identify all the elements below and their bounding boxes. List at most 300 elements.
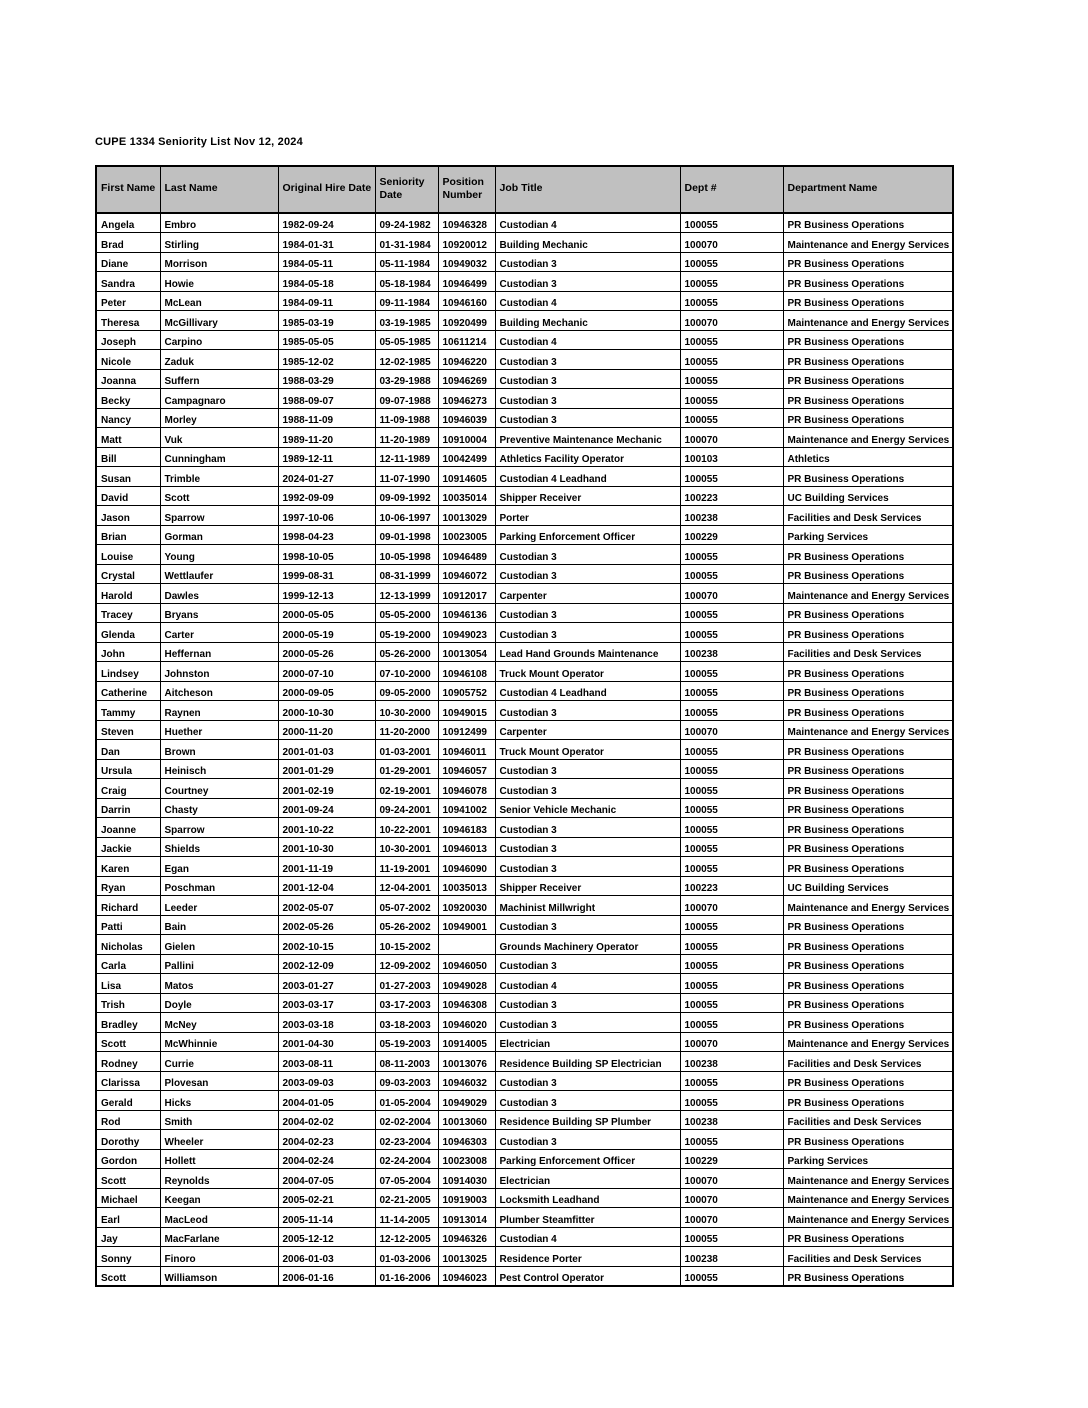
table-cell: PR Business Operations [783,974,953,994]
table-cell: Nicholas [96,935,160,955]
table-cell: 2000-05-19 [278,623,375,643]
table-cell: Carter [160,623,278,643]
table-cell: 10910004 [438,428,495,448]
table-cell: 2001-01-29 [278,759,375,779]
table-cell: Joanna [96,369,160,389]
table-cell: Custodian 4 [495,213,680,233]
table-cell: Custodian 3 [495,272,680,292]
table-cell: Custodian 3 [495,857,680,877]
table-row [96,1110,953,1130]
table-cell: 10912017 [438,584,495,604]
table-cell: PR Business Operations [783,369,953,389]
table-cell: 100223 [680,486,783,506]
table-cell: 2003-01-27 [278,974,375,994]
table-cell: UC Building Services [783,486,953,506]
table-cell: Bradley [96,1013,160,1033]
table-cell: PR Business Operations [783,662,953,682]
table-cell: 10946032 [438,1071,495,1091]
table-cell: 10946090 [438,857,495,877]
table-cell: 100055 [680,681,783,701]
table-cell: PR Business Operations [783,213,953,233]
table-cell: Courtney [160,779,278,799]
table-cell: 100055 [680,1130,783,1150]
table-row [96,389,953,409]
table-cell: PR Business Operations [783,1130,953,1150]
table-cell: PR Business Operations [783,1013,953,1033]
table-cell: McWhinnie [160,1032,278,1052]
table-cell: 12-04-2001 [375,876,438,896]
table-cell: 10920012 [438,233,495,253]
table-cell: 12-13-1999 [375,584,438,604]
column-header: Dept # [680,166,783,213]
table-cell: 2003-03-18 [278,1013,375,1033]
table-cell: Jason [96,506,160,526]
table-cell: 2002-10-15 [278,935,375,955]
column-header: Original Hire Date [278,166,375,213]
table-cell: John [96,642,160,662]
table-cell: 10914005 [438,1032,495,1052]
table-cell: 09-09-1992 [375,486,438,506]
table-cell: Maintenance and Energy Services [783,428,953,448]
table-cell: Custodian 3 [495,954,680,974]
table-cell: 09-07-1988 [375,389,438,409]
table-cell: Poschman [160,876,278,896]
table-cell: Custodian 4 [495,330,680,350]
table-cell: 100238 [680,1052,783,1072]
table-cell: Catherine [96,681,160,701]
table-cell: Leeder [160,896,278,916]
table-cell: 100055 [680,818,783,838]
table-cell: PR Business Operations [783,408,953,428]
table-cell: 2005-11-14 [278,1208,375,1228]
table-cell: 2000-09-05 [278,681,375,701]
table-cell: 05-19-2000 [375,623,438,643]
table-cell: 09-03-2003 [375,1071,438,1091]
table-cell: Crystal [96,564,160,584]
table-row [96,818,953,838]
table-cell: PR Business Operations [783,330,953,350]
table-cell: Maintenance and Energy Services [783,1208,953,1228]
table-cell: Maintenance and Energy Services [783,720,953,740]
table-cell: Suffern [160,369,278,389]
table-cell: 1984-05-18 [278,272,375,292]
table-cell: PR Business Operations [783,954,953,974]
table-row [96,1188,953,1208]
table-cell: 10949015 [438,701,495,721]
table-cell: Diane [96,252,160,272]
table-cell: 1989-11-20 [278,428,375,448]
table-cell: 1992-09-09 [278,486,375,506]
table-cell: Athletics [783,447,953,467]
table-cell: Plovesan [160,1071,278,1091]
table-cell: 100055 [680,545,783,565]
table-cell: PR Business Operations [783,545,953,565]
table-cell: Rodney [96,1052,160,1072]
table-cell: Truck Mount Operator [495,740,680,760]
table-cell: Maintenance and Energy Services [783,1188,953,1208]
table-cell: 100055 [680,935,783,955]
table-cell: Raynen [160,701,278,721]
table-cell: Brown [160,740,278,760]
table-cell: Residence Building SP Electrician [495,1052,680,1072]
table-cell: Heinisch [160,759,278,779]
table-cell: 10949028 [438,974,495,994]
table-cell: PR Business Operations [783,935,953,955]
table-cell: 2004-01-05 [278,1091,375,1111]
table-row [96,1052,953,1072]
table-cell: 07-05-2004 [375,1169,438,1189]
table-cell: Maintenance and Energy Services [783,896,953,916]
table-cell: 09-24-1982 [375,213,438,233]
column-header: Position Number [438,166,495,213]
table-cell: 2004-02-24 [278,1149,375,1169]
table-cell: 2000-10-30 [278,701,375,721]
table-cell: 10946220 [438,350,495,370]
table-cell: Jackie [96,837,160,857]
table-cell: 02-24-2004 [375,1149,438,1169]
table-cell: Locksmith Leadhand [495,1188,680,1208]
table-row [96,1032,953,1052]
table-cell: Sonny [96,1247,160,1267]
table-cell: Senior Vehicle Mechanic [495,798,680,818]
table-cell: Custodian 3 [495,915,680,935]
table-cell: 1988-03-29 [278,369,375,389]
table-cell: 100055 [680,798,783,818]
table-row [96,272,953,292]
table-cell: Pallini [160,954,278,974]
table-cell: 10946183 [438,818,495,838]
table-cell: Theresa [96,311,160,331]
table-cell: Louise [96,545,160,565]
table-row [96,1071,953,1091]
table-cell: 10949029 [438,1091,495,1111]
table-cell: Reynolds [160,1169,278,1189]
table-cell: 100238 [680,642,783,662]
table-row [96,915,953,935]
table-cell: Custodian 4 [495,291,680,311]
table-cell: Vuk [160,428,278,448]
table-cell: 2000-11-20 [278,720,375,740]
table-cell: Johnston [160,662,278,682]
table-cell: Morley [160,408,278,428]
table-cell: 1998-10-05 [278,545,375,565]
table-cell: Lisa [96,974,160,994]
table-row [96,486,953,506]
table-row [96,213,953,233]
table-cell: 1982-09-24 [278,213,375,233]
table-cell: MacFarlane [160,1227,278,1247]
table-row [96,603,953,623]
table-cell: Residence Porter [495,1247,680,1267]
table-cell: Custodian 4 [495,1227,680,1247]
table-cell: Joseph [96,330,160,350]
table-cell: 1988-11-09 [278,408,375,428]
table-cell: Custodian 4 Leadhand [495,681,680,701]
table-cell: Trimble [160,467,278,487]
table-cell: Young [160,545,278,565]
table-cell: McNey [160,1013,278,1033]
table-cell: 1997-10-06 [278,506,375,526]
table-cell: PR Business Operations [783,467,953,487]
table-cell: 1989-12-11 [278,447,375,467]
seniority-table [95,165,954,1287]
table-cell: Wheeler [160,1130,278,1150]
table-row [96,662,953,682]
table-cell: Egan [160,857,278,877]
table-cell: Sparrow [160,818,278,838]
table-cell: Electrician [495,1169,680,1189]
table-cell: Residence Building SP Plumber [495,1110,680,1130]
table-row [96,447,953,467]
table-cell: Smith [160,1110,278,1130]
table-cell: Scott [160,486,278,506]
table-row [96,1169,953,1189]
table-cell: 10946328 [438,213,495,233]
table-cell: 100055 [680,779,783,799]
table-cell: Darrin [96,798,160,818]
table-cell: 100055 [680,330,783,350]
table-cell: 05-18-1984 [375,272,438,292]
table-cell: 2001-01-03 [278,740,375,760]
table-cell: Sparrow [160,506,278,526]
table-cell: Chasty [160,798,278,818]
table-cell: 2006-01-16 [278,1266,375,1286]
table-cell: 10914605 [438,467,495,487]
table-cell: Patti [96,915,160,935]
table-cell: Custodian 3 [495,603,680,623]
table-cell: 10946136 [438,603,495,623]
table-cell: Joanne [96,818,160,838]
table-cell: 10611214 [438,330,495,350]
table-row [96,1013,953,1033]
table-header-row [96,166,953,213]
table-cell: Building Mechanic [495,233,680,253]
table-cell: 10941002 [438,798,495,818]
table-cell: 03-29-1988 [375,369,438,389]
table-cell: 2002-05-26 [278,915,375,935]
table-cell: 2000-05-26 [278,642,375,662]
table-row [96,311,953,331]
table-cell: 10946023 [438,1266,495,1286]
table-cell: 03-18-2003 [375,1013,438,1033]
table-cell: Angela [96,213,160,233]
table-cell: Matt [96,428,160,448]
table-cell: PR Business Operations [783,1071,953,1091]
table-cell: Jay [96,1227,160,1247]
table-cell: 10-30-2001 [375,837,438,857]
table-cell: PR Business Operations [783,740,953,760]
table-cell: PR Business Operations [783,603,953,623]
table-cell: Grounds Machinery Operator [495,935,680,955]
table-row [96,350,953,370]
table-cell: Carpenter [495,584,680,604]
table-cell: Peter [96,291,160,311]
table-cell: 100070 [680,233,783,253]
table-cell: Heffernan [160,642,278,662]
table-cell: Machinist Millwright [495,896,680,916]
table-cell: PR Business Operations [783,681,953,701]
table-cell: Carpenter [495,720,680,740]
table-cell: 10946326 [438,1227,495,1247]
table-cell: Electrician [495,1032,680,1052]
table-cell: 2000-07-10 [278,662,375,682]
table-cell: 100070 [680,720,783,740]
table-cell: PR Business Operations [783,272,953,292]
table-cell: 100055 [680,272,783,292]
table-row [96,545,953,565]
table-row [96,740,953,760]
table-cell: Custodian 3 [495,1071,680,1091]
table-cell: 100103 [680,447,783,467]
table-cell: Parking Enforcement Officer [495,1149,680,1169]
table-cell: McGillivary [160,311,278,331]
table-cell: Facilities and Desk Services [783,1247,953,1267]
table-cell: 10946160 [438,291,495,311]
table-cell: 1985-03-19 [278,311,375,331]
table-cell: Currie [160,1052,278,1072]
table-cell: 10946308 [438,993,495,1013]
table-cell: 100055 [680,740,783,760]
table-cell: 05-26-2000 [375,642,438,662]
table-cell: Hollett [160,1149,278,1169]
table-cell: MacLeod [160,1208,278,1228]
table-cell: 2001-02-19 [278,779,375,799]
table-cell: Custodian 3 [495,759,680,779]
table-cell: Harold [96,584,160,604]
column-header: Job Title [495,166,680,213]
table-cell: 100055 [680,623,783,643]
table-cell: 12-02-1985 [375,350,438,370]
table-cell: 01-03-2006 [375,1247,438,1267]
table-cell: 10905752 [438,681,495,701]
table-cell: Cunningham [160,447,278,467]
table-cell: Custodian 3 [495,369,680,389]
table-cell: 10042499 [438,447,495,467]
table-cell: 10035014 [438,486,495,506]
table-row [96,467,953,487]
table-cell: PR Business Operations [783,1091,953,1111]
table-cell: PR Business Operations [783,915,953,935]
table-cell: 10-15-2002 [375,935,438,955]
table-cell: 01-03-2001 [375,740,438,760]
table-cell: 10949032 [438,252,495,272]
table-cell: 2004-02-23 [278,1130,375,1150]
table-cell: 10035013 [438,876,495,896]
table-cell: 100070 [680,428,783,448]
table-cell: 2000-05-05 [278,603,375,623]
table-cell: 10013060 [438,1110,495,1130]
table-cell: Custodian 3 [495,408,680,428]
table-cell: Zaduk [160,350,278,370]
table-cell: Ursula [96,759,160,779]
table-cell: Ryan [96,876,160,896]
table-cell: Glenda [96,623,160,643]
table-cell: Susan [96,467,160,487]
table-cell: 10946489 [438,545,495,565]
table-cell: Richard [96,896,160,916]
table-row [96,1266,953,1286]
table-cell: 11-14-2005 [375,1208,438,1228]
table-row [96,1227,953,1247]
table-cell: 100238 [680,506,783,526]
table-cell: 10919003 [438,1188,495,1208]
table-row [96,837,953,857]
table-cell: 10946273 [438,389,495,409]
table-cell: 100055 [680,564,783,584]
table-cell: 12-11-1989 [375,447,438,467]
table-cell: Custodian 3 [495,389,680,409]
table-row [96,564,953,584]
table-row [96,506,953,526]
table-cell: 100055 [680,701,783,721]
table-cell: Becky [96,389,160,409]
table-cell: 11-20-2000 [375,720,438,740]
table-cell: 100055 [680,252,783,272]
table-cell: 05-07-2002 [375,896,438,916]
table-cell: 2004-07-05 [278,1169,375,1189]
table-row [96,1091,953,1111]
table-cell: 2001-04-30 [278,1032,375,1052]
table-cell: 1999-08-31 [278,564,375,584]
table-cell: 10912499 [438,720,495,740]
table-cell: Doyle [160,993,278,1013]
table-cell: 1984-05-11 [278,252,375,272]
table-cell: 1985-12-02 [278,350,375,370]
table-cell: 100070 [680,1032,783,1052]
table-cell: 2003-08-11 [278,1052,375,1072]
table-cell: 10013076 [438,1052,495,1072]
table-cell: Michael [96,1188,160,1208]
column-header: First Name [96,166,160,213]
table-cell: Porter [495,506,680,526]
table-cell: 03-19-1985 [375,311,438,331]
table-row [96,896,953,916]
table-cell: 100055 [680,954,783,974]
table-cell: Gielen [160,935,278,955]
table-cell: Custodian 3 [495,993,680,1013]
table-cell: 08-31-1999 [375,564,438,584]
table-cell: 10013025 [438,1247,495,1267]
table-row [96,954,953,974]
table-row [96,1130,953,1150]
table-cell: Custodian 4 [495,974,680,994]
table-cell: Scott [96,1169,160,1189]
table-cell: 100055 [680,213,783,233]
table-cell: 10946057 [438,759,495,779]
table-cell: Earl [96,1208,160,1228]
table-cell: Facilities and Desk Services [783,642,953,662]
table-cell: Parking Enforcement Officer [495,525,680,545]
table-cell: 2003-09-03 [278,1071,375,1091]
table-cell: 100070 [680,1208,783,1228]
table-cell: Carla [96,954,160,974]
table-cell: Gorman [160,525,278,545]
table-cell: Hicks [160,1091,278,1111]
table-cell: 100238 [680,1247,783,1267]
table-cell: Custodian 3 [495,1130,680,1150]
table-cell: 09-01-1998 [375,525,438,545]
table-cell: Maintenance and Energy Services [783,233,953,253]
table-cell: Athletics Facility Operator [495,447,680,467]
table-cell: Sandra [96,272,160,292]
table-row [96,642,953,662]
table-cell: Dan [96,740,160,760]
table-cell: 100055 [680,1013,783,1033]
table-row [96,623,953,643]
table-cell: 100055 [680,857,783,877]
table-cell: 1998-04-23 [278,525,375,545]
table-row [96,857,953,877]
